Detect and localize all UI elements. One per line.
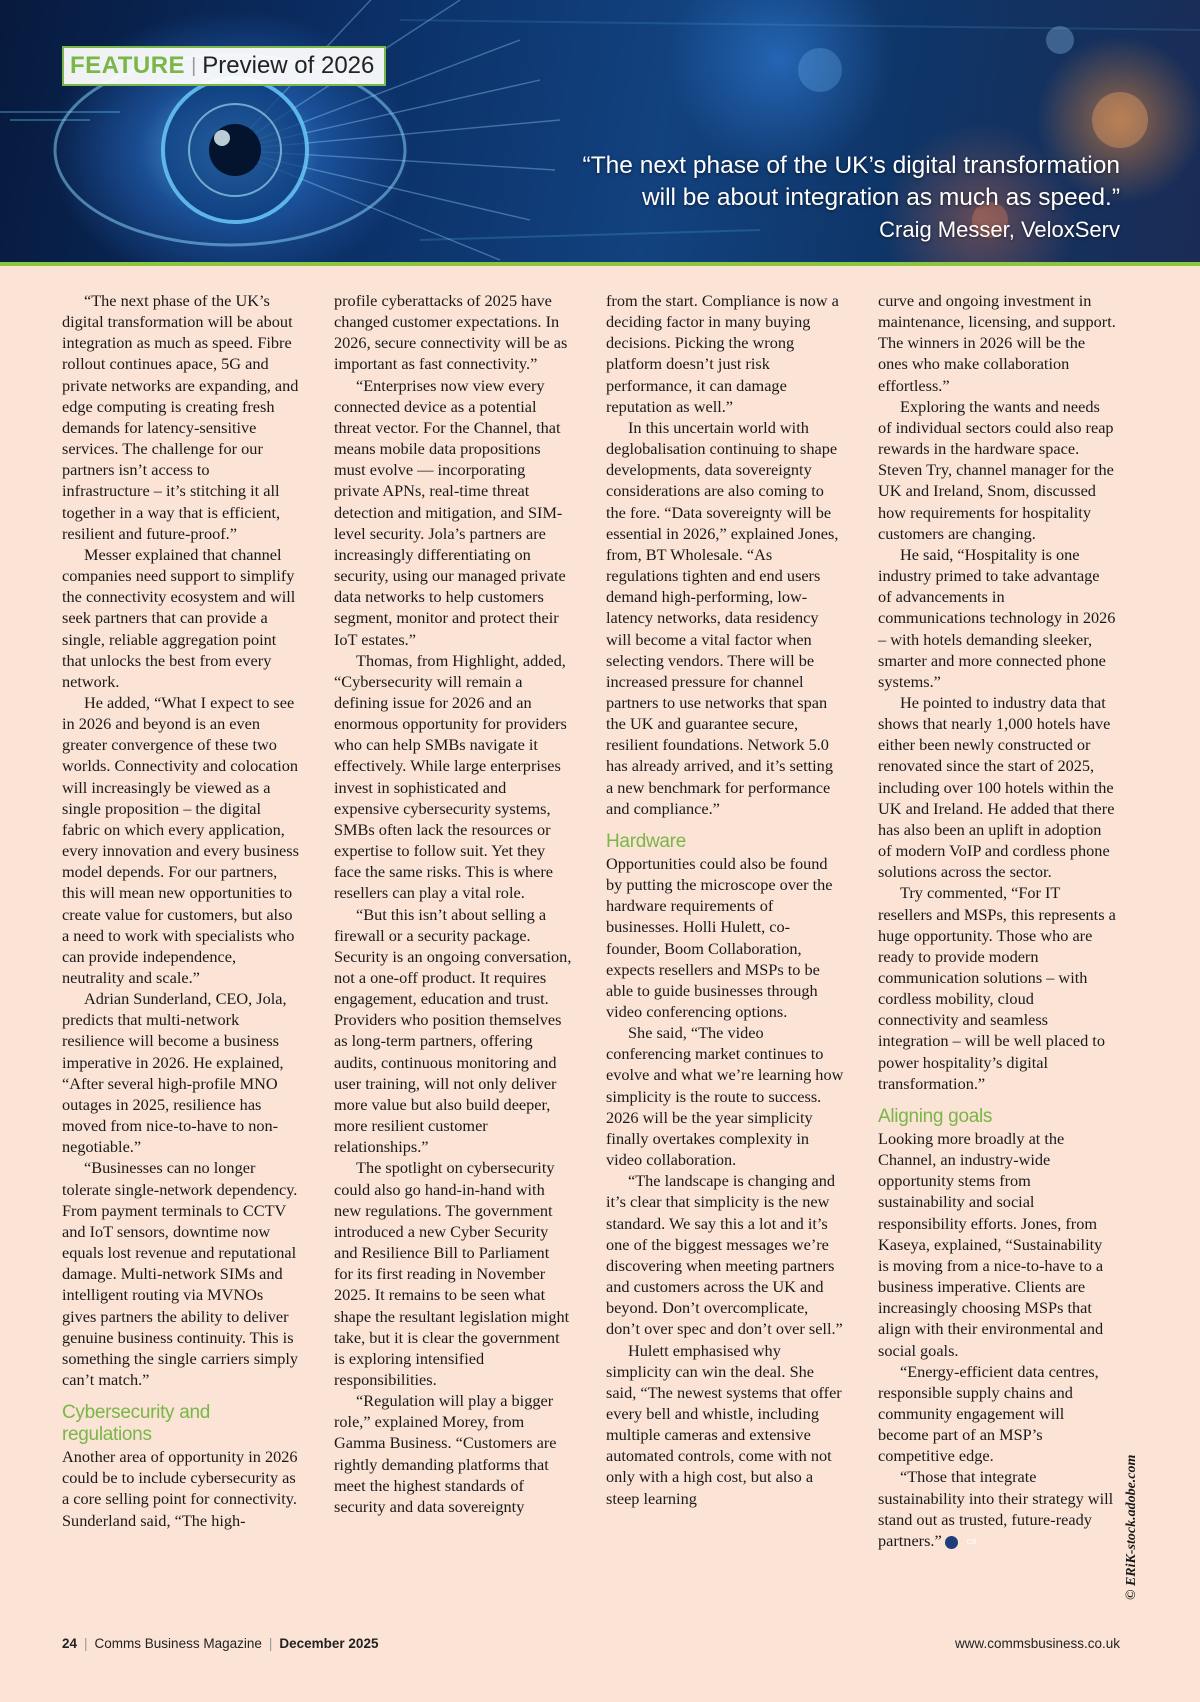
article-column-3 — [606, 290, 844, 1608]
paragraph: Hulett emphasised why simplicity can win the deal. She said, “The newest systems that offer every bell and whistle, including multiple cameras and extensive automated controls, come with not only with a high cost, but also a steep learning — [606, 1340, 842, 1508]
article-body — [62, 290, 1120, 1608]
section-heading: Cybersecurity and regulations — [62, 1402, 211, 1446]
paragraph: Another area of opportunity in 2026 could be to include cybersecurity as a core selling point for connectivity. Sunderland said, “The high- — [62, 1447, 298, 1530]
paragraph: Looking more broadly at the Channel, an industry-wide opportunity stems from sustainability and social responsibility efforts. Jones, from Kaseya, explained, “Sustainability is moving from a nice-to-have to a business imperative. Clients are increasingly choosing MSPs that align with their environmental and social goals. — [878, 1128, 1104, 1360]
pull-quote-attribution: Craig Messer, VeloxServ — [879, 217, 1120, 242]
website-link[interactable]: www.commsbusiness.co.uk — [954, 1636, 1120, 1651]
end-mark-icon: CB — [945, 1536, 958, 1549]
paragraph: Exploring the wants and needs of individual sectors could also reap rewards in the hardware space. Steven Try, channel manager for the UK and Ireland, Snom, discussed how requirements for hospitality customers are changing. — [878, 396, 1114, 543]
paragraph: from the start. Compliance is now a deciding factor in many buying decisions. Picking the wrong platform doesn’t just risk performance, it can damage reputation as well.” — [606, 291, 839, 416]
feature-tag — [62, 46, 386, 86]
article-column-2 — [334, 290, 572, 1608]
footer-divider: | — [84, 1636, 88, 1651]
paragraph: Opportunities could also be found by putting the microscope over the hardware requirements of businesses. Holli Hulett, co-founder, Boom Collaboration, expects resellers and MSPs to be able to guide businesses through video conferencing options. — [606, 853, 833, 1021]
paragraph: He said, “Hospitality is one industry primed to take advantage of advancements in communications technology in 2026 – with hotels demanding sleeker, smarter and more connected phone systems.” — [878, 544, 1116, 691]
section-heading: Aligning goals — [878, 1105, 993, 1127]
page-footer — [62, 1636, 1120, 1656]
paragraph: The spotlight on cybersecurity could also go hand-in-hand with new regulations. The government introduced a new Cyber Security and Resilience Bill to Parliament for its first reading in November 2025. It remains to be seen what shape the resultant legislation might take, but it is clear the government is exploring intensified responsibilities. — [334, 1158, 570, 1389]
paragraph: Messer explained that channel companies need support to simplify the connectivity ecosystem and will seek partners that can provide a single, reliable aggregation point that unlocks the best from every network. — [62, 544, 296, 691]
paragraph — [878, 1466, 1116, 1551]
photo-credit: © ERiK-stock.adobe.com — [1124, 1454, 1139, 1600]
paragraph: He pointed to industry data that shows that nearly 1,000 hotels have either been newly constructed or renovated since the start of 2025, including over 100 hotels within the UK and Ireland. He added that there has also been an uplift in adoption of modern VoIP and cordless phone solutions across the sector. — [878, 692, 1115, 882]
feature-tag-divider: | — [191, 55, 197, 77]
paragraph: curve and ongoing investment in maintenance, licensing, and support. The winners in 2026 will be the ones who make collaboration effortless.” — [878, 291, 1116, 395]
footer-left — [62, 1636, 378, 1651]
paragraph: Thomas, from Highlight, added, “Cybersecurity will remain a defining issue for 2026 and an enormous opportunity for providers who can help SMBs navigate it effectively. While large enterprises invest in sophisticated and expensive cybersecurity systems, SMBs often lack the resources or expertise to follow suit. Yet they face the same risks. This is where resellers can play a vital role. — [334, 650, 567, 903]
section-heading: Hardware — [606, 830, 686, 852]
magazine-name: Comms Business Magazine — [94, 1636, 262, 1651]
paragraph: “Businesses can no longer tolerate single-network dependency. From payment terminals to CCTV and IoT sensors, downtime now equals lost revenue and reputational damage. Multi-network SIMs and intelligent routing via MVNOs gives partners the ability to deliver genuine business continuity. This is something the single carriers simply can’t match.” — [62, 1158, 299, 1389]
paragraph: She said, “The video conferencing market continues to evolve and what we’re learning how simplicity is the route to success. 2026 will be the year simplicity finally overtakes complexity in video collaboration. — [606, 1023, 844, 1170]
paragraph: Adrian Sunderland, CEO, Jola, predicts that multi-network resilience will become a business imperative in 2026. He explained, “After several high-profile MNO outages in 2025, resilience has moved from nice-to-have to non-negotiable.” — [62, 989, 287, 1157]
paragraph: profile cyberattacks of 2025 have changed customer expectations. In 2026, secure connectivity will be as important as fast connectivity.” — [334, 291, 568, 374]
pull-quote-line: will be about integration as much as speed.” — [641, 184, 1120, 211]
hero-divider — [0, 262, 1200, 266]
paragraph: In this uncertain world with deglobalisation continuing to shape developments, data sovereignty considerations are also coming to the fore. “Data sovereignty will be essential in 2026,” explained Jones, from, BT Wholesale. “As regulations tighten and end users demand high-performing, low-latency networks, data residency will become a vital factor when selecting vendors. There will be increased pressure for channel partners to use networks that span the UK and guarantee secure, resilient foundations. Network 5.0 has already arrived, and it’s setting a new benchmark for performance and compliance.” — [606, 417, 839, 818]
paragraph: “Enterprises now view every connected device as a potential threat vector. For the Channel, that means mobile data propositions must evolve — incorporating private APNs, real-time threat detection and mitigation, and SIM-level security. Jola’s partners are increasingly differentiating on security, using our managed private data networks to help customers segment, monitor and protect their IoT estates.” — [334, 375, 566, 649]
footer-divider: | — [268, 1636, 273, 1651]
paragraph: “The landscape is changing and it’s clear that simplicity is the new standard. We say this a lot and it’s one of the biggest messages we’re discovering when meeting partners and customers across the UK and beyond. Don’t overcomplicate, don’t over spec and don’t over sell.” — [606, 1171, 843, 1339]
feature-topic: Preview of 2026 — [202, 52, 375, 79]
pull-quote — [560, 150, 1120, 246]
page-number: 24 — [62, 1636, 78, 1651]
pull-quote-line: “The next phase of the UK’s digital transformation — [582, 152, 1120, 179]
paragraph: He added, “What I expect to see in 2026 and beyond is an even greater convergence of these two worlds. Connectivity and colocation will increasingly be viewed as a single proposition – the digital fabric on which every application, every innovation and every business model depends. For our partners, this will mean new opportunities to create value for customers, but also a need to work with specialists who can provide independence, neutrality and scale.” — [62, 692, 299, 987]
hero-image — [0, 0, 1200, 262]
paragraph: “Regulation will play a bigger role,” explained Morey, from Gamma Business. “Customers are rightly demanding platforms that meet the highest standards of security and data sovereignty — [334, 1391, 557, 1516]
issue-date: December 2025 — [279, 1636, 379, 1651]
paragraph: “The next phase of the UK’s digital transformation will be about integration as much as speed. Fibre rollout continues apace, 5G and private networks are expanding, and edge computing is creating fresh demands for latency-sensitive services. The challenge for our partners isn’t access to infrastructure – it’s stitching it all together in a way that is efficient, resilient and future-proof.” — [62, 291, 299, 543]
paragraph: “But this isn’t about selling a firewall or a security package. Security is an ongoing conversation, not a one-off product. It requires engagement, education and trust. Providers who position themselves as long-term partners, offering audits, continuous monitoring and user training, will not only deliver more value but also build deeper, more resilient customer relationships.” — [334, 904, 572, 1157]
paragraph: Try commented, “For IT resellers and MSPs, this represents a huge opportunity. Those who are ready to provide modern communication solutions – with cordless mobility, cloud connectivity and seamless integration – will be well placed to power hospitality’s digital transformation.” — [878, 883, 1116, 1093]
paragraph: “Energy-efficient data centres, responsible supply chains and community engagement will become part of an MSP’s competitive edge. — [878, 1361, 1099, 1466]
feature-label: FEATURE — [70, 52, 186, 79]
article-column-1 — [62, 290, 300, 1608]
paragraph-text: “Those that integrate sustainability into their strategy will stand out as trusted, future-ready partners.” — [878, 1467, 1114, 1550]
article-column-4 — [878, 290, 1116, 1608]
